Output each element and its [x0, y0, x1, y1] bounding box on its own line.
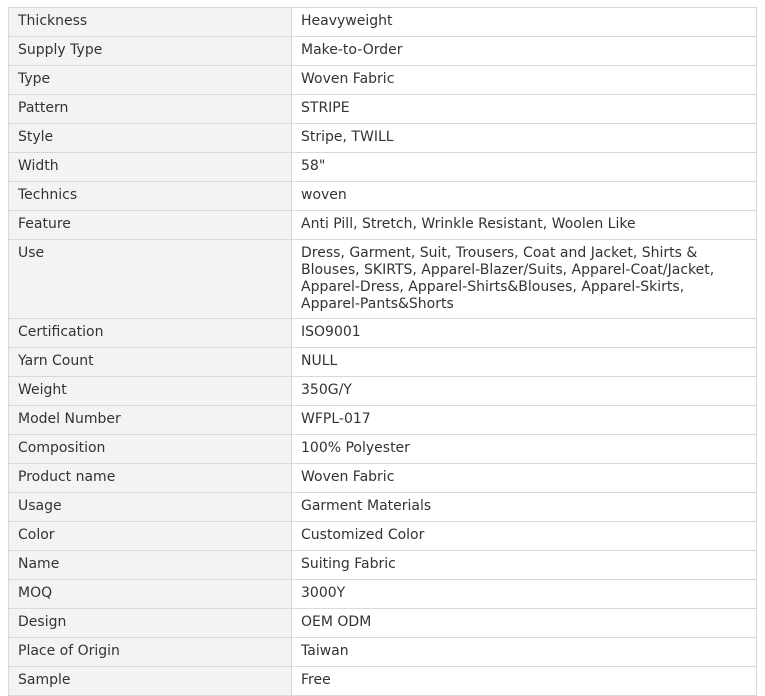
spec-row-width — [9, 153, 757, 182]
spec-key: Certification — [9, 319, 292, 348]
spec-key: Place of Origin — [9, 638, 292, 667]
spec-value: Woven Fabric — [292, 66, 757, 95]
spec-value: Stripe, TWILL — [292, 124, 757, 153]
spec-key: Yarn Count — [9, 348, 292, 377]
spec-value: woven — [292, 182, 757, 211]
spec-value: 350G/Y — [292, 377, 757, 406]
spec-key: Design — [9, 609, 292, 638]
spec-row-weight — [9, 377, 757, 406]
spec-row-color — [9, 522, 757, 551]
spec-value: Dress, Garment, Suit, Trousers, Coat and Jacket, Shirts & Blouses, SKIRTS, Apparel-Blazer/Suits, Apparel-Coat/Jacket, Apparel-Dress, Apparel-Shirts&Blouses, Apparel-Skirts, Apparel-Pants&Shorts — [292, 240, 757, 319]
spec-key: Product name — [9, 464, 292, 493]
spec-value: STRIPE — [292, 95, 757, 124]
spec-row-composition — [9, 435, 757, 464]
spec-value: 58" — [292, 153, 757, 182]
spec-row-supply-type — [9, 37, 757, 66]
spec-value: Anti Pill, Stretch, Wrinkle Resistant, Woolen Like — [292, 211, 757, 240]
spec-value: NULL — [292, 348, 757, 377]
spec-value: Suiting Fabric — [292, 551, 757, 580]
spec-key: MOQ — [9, 580, 292, 609]
spec-row-feature — [9, 211, 757, 240]
spec-key: Sample — [9, 667, 292, 696]
spec-key: Feature — [9, 211, 292, 240]
spec-key: Name — [9, 551, 292, 580]
spec-row-usage — [9, 493, 757, 522]
spec-key: Supply Type — [9, 37, 292, 66]
spec-row-place-of-origin — [9, 638, 757, 667]
spec-value: ISO9001 — [292, 319, 757, 348]
spec-row-model-number — [9, 406, 757, 435]
spec-key: Weight — [9, 377, 292, 406]
spec-value: OEM ODM — [292, 609, 757, 638]
spec-value: WFPL-017 — [292, 406, 757, 435]
spec-row-product-name — [9, 464, 757, 493]
spec-value: Garment Materials — [292, 493, 757, 522]
spec-value: Taiwan — [292, 638, 757, 667]
spec-row-design — [9, 609, 757, 638]
spec-key: Style — [9, 124, 292, 153]
spec-key: Composition — [9, 435, 292, 464]
spec-value: Woven Fabric — [292, 464, 757, 493]
spec-value: Make-to-Order — [292, 37, 757, 66]
spec-value: Free — [292, 667, 757, 696]
spec-key: Use — [9, 240, 292, 319]
spec-row-moq — [9, 580, 757, 609]
spec-row-certification — [9, 319, 757, 348]
spec-row-yarn-count — [9, 348, 757, 377]
spec-row-type — [9, 66, 757, 95]
spec-row-thickness — [9, 8, 757, 37]
product-spec-table — [8, 7, 757, 696]
spec-key: Type — [9, 66, 292, 95]
spec-row-pattern — [9, 95, 757, 124]
spec-row-use — [9, 240, 757, 319]
spec-key: Color — [9, 522, 292, 551]
spec-value: Customized Color — [292, 522, 757, 551]
spec-row-technics — [9, 182, 757, 211]
spec-row-name — [9, 551, 757, 580]
spec-key: Pattern — [9, 95, 292, 124]
spec-row-sample — [9, 667, 757, 696]
spec-key: Model Number — [9, 406, 292, 435]
spec-row-style — [9, 124, 757, 153]
spec-key: Width — [9, 153, 292, 182]
spec-key: Thickness — [9, 8, 292, 37]
spec-key: Technics — [9, 182, 292, 211]
spec-key: Usage — [9, 493, 292, 522]
spec-value: Heavyweight — [292, 8, 757, 37]
spec-value: 100% Polyester — [292, 435, 757, 464]
spec-value: 3000Y — [292, 580, 757, 609]
